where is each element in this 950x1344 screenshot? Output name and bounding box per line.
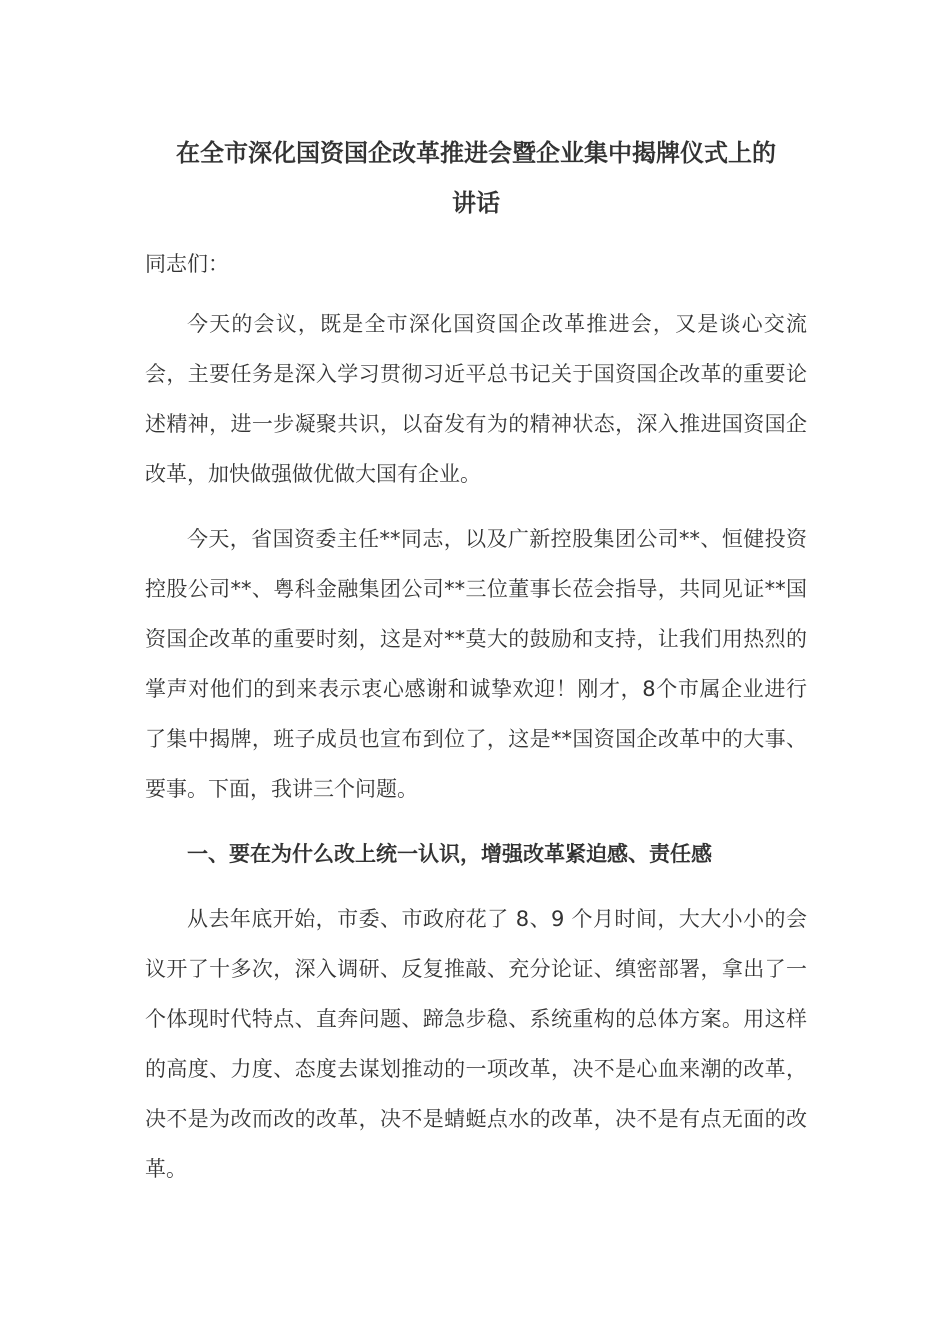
salutation: 同志们： (145, 252, 229, 276)
section-heading: 一、要在为什么改上统一认识，增强改革紧迫感、责任感 (187, 842, 712, 866)
document-body (145, 128, 807, 1194)
section-paragraph: 从去年底开始，市委、市政府花了 8、9 个月时间，大大小小的会议开了十多次，深入调研、反复推敲、充分论证、缜密部署，拿出了一个体现时代特点、直奔问题、蹄急步稳、系统重构的总体方案。用这样的高度、力度、态度去谋划推动的一项改革，决不是心血来潮的改革，决不是为改而改的改革，决不是蜻蜓点水的改革，决不是有点无面的改革。 (145, 907, 807, 1181)
paragraph-guests: 今天，省国资委主任**同志，以及广新控股集团公司**、恒健投资控股公司**、粤科金融集团公司**三位董事长莅会指导，共同见证**国资国企改革的重要时刻，这是对**莫大的鼓励和支持，让我们用热烈的掌声对他们的到来表示衷心感谢和诚挚欢迎！刚才，8个市属企业进行了集中揭牌，班子成员也宣布到位了，这是**国资国企改革中的大事、要事。下面，我讲三个问题。 (145, 527, 807, 801)
document-title (145, 128, 807, 228)
paragraph-opening: 今天的会议，既是全市深化国资国企改革推进会，又是谈心交流会，主要任务是深入学习贯彻习近平总书记关于国资国企改革的重要论述精神，进一步凝聚共识，以奋发有为的精神状态，深入推进国资国企改革，加快做强做优做大国有企业。 (145, 312, 807, 486)
title-line-1: 在全市深化国资国企改革推进会暨企业集中揭牌仪式上的 (176, 139, 776, 167)
title-line-2: 讲话 (452, 189, 500, 217)
